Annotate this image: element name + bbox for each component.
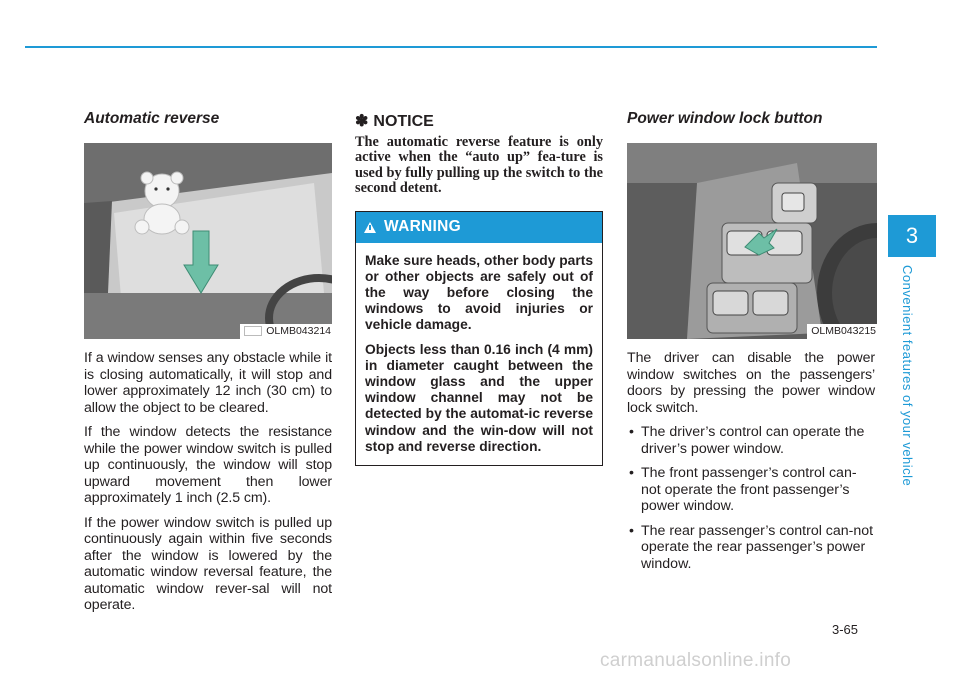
paragraph: If the power window switch is pulled up continuously again within five seconds after the window is lowered by the automatic window reversal feature, the automatic window rever-sal will not operate.: [84, 514, 332, 613]
list-item: • The front passenger’s control can-not operate the front passenger’s power window.: [627, 465, 875, 515]
column-notice-warning: [355, 108, 603, 466]
body-text: [84, 350, 332, 614]
paragraph: If the window detects the resistance while the power window switch is pulled up continuously, the window will stop upward movement then lower approximately 1 inch (2.5 cm).: [84, 424, 332, 506]
section-title: Power window lock button: [627, 110, 823, 127]
bullet-list: [627, 424, 875, 572]
notice-star-icon: ✽: [355, 113, 369, 130]
body-text: [627, 350, 875, 572]
photo-lock-switch: [627, 143, 877, 339]
photo-window-obstacle: [84, 143, 332, 339]
warning-paragraph: Objects less than 0.16 inch (4 mm) in diameter caught between the window glass and the upper window channel may not be detected by the automat-ic reverse window and the win-dow will not stop and reverse direction.: [365, 341, 593, 454]
notice-title: NOTICE: [373, 113, 434, 130]
watermark: carmanualsonline.info: [600, 650, 792, 671]
warning-box: [355, 211, 603, 466]
warning-triangle-icon: [364, 222, 376, 233]
warning-paragraph: Make sure heads, other body parts or other objects are safely out of the way before closing the windows to avoid injuries or vehicle damage.: [365, 252, 593, 333]
notice-text: The automatic reverse feature is only active when the “auto up” fea-ture is used by fully pulling up the switch to the second detent.: [355, 134, 603, 197]
window-obstacle-illustration: [84, 143, 332, 339]
page-number: 3-65: [832, 622, 859, 637]
column-automatic-reverse: [84, 108, 332, 622]
chapter-tab: 3: [888, 215, 936, 257]
window-switch-panel-illustration: [627, 143, 877, 339]
header-rule: [25, 46, 877, 48]
notice-heading: [355, 113, 603, 131]
chapter-title-wrap: [901, 265, 917, 495]
list-item: • The driver’s control can operate the driver’s power window.: [627, 424, 875, 457]
column-power-window-lock: [627, 108, 875, 580]
warning-body: [356, 243, 602, 465]
photo-code-label: OLMB043214: [240, 324, 332, 339]
warning-label: WARNING: [384, 218, 462, 236]
section-title: Automatic reverse: [84, 110, 220, 127]
photo-code-label: OLMB043215: [807, 324, 877, 339]
paragraph: The driver can disable the power window switches on the passengers’ doors by pressing the power window lock switch.: [627, 350, 875, 416]
paragraph: If a window senses any obstacle while it is closing automatically, it will stop and lower approximately 12 inch (30 cm) to allow the object to be cleared.: [84, 350, 332, 416]
list-item: • The rear passenger’s control can-not operate the rear passenger’s power window.: [627, 523, 875, 573]
warning-header: [356, 212, 602, 243]
photo-code-tag-icon: [244, 326, 262, 336]
chapter-title: Convenient features of your vehicle: [900, 265, 915, 487]
